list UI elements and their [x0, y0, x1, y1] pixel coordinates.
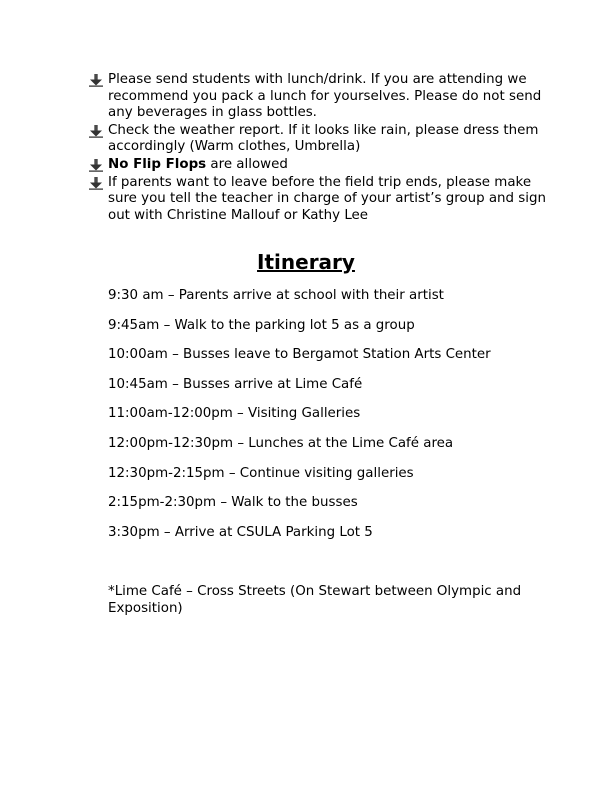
itinerary-item: 3:30pm – Arrive at CSULA Parking Lot 5 [108, 524, 373, 540]
bullet-text: Check the weather report. If it looks like rain, please dress them accordingly (Warm clothes, Umbrella) [108, 122, 539, 155]
lime-cafe-footnote: *Lime Café – Cross Streets (On Stewart between Olympic and Exposition) [108, 584, 522, 616]
bullet-item [88, 157, 548, 174]
itinerary-item: 11:00am-12:00pm – Visiting Galleries [108, 406, 361, 422]
bullet-text: Please send students with lunch/drink. If you are attending we recommend you pack a lunch for yourselves. Please do not send any beverages in glass bottles. [108, 72, 542, 121]
itinerary-title: Itinerary [257, 250, 355, 274]
notes-bullet-list [88, 72, 548, 225]
down-arrow-bullet-icon [88, 159, 104, 172]
itinerary-item: 10:45am – Busses arrive at Lime Café [108, 376, 363, 392]
itinerary-item: 10:00am – Busses leave to Bergamot Station Arts Center [108, 347, 491, 363]
itinerary-item: 9:30 am – Parents arrive at school with their artist [108, 288, 444, 303]
bullet-bold: No Flip Flops [108, 156, 207, 172]
itinerary-list [108, 287, 568, 553]
bullet-item [88, 72, 548, 122]
itinerary-item: 12:30pm-2:15pm – Continue visiting galleries [108, 465, 414, 481]
bullet-text: are allowed [206, 156, 288, 172]
bullet-text: If parents want to leave before the field trip ends, please make sure you tell the teacher in charge of your artist’s group and sign out with Christine Mallouf or Kathy Lee [108, 174, 546, 223]
down-arrow-bullet-icon [88, 177, 104, 190]
itinerary-item: 9:45am – Walk to the parking lot 5 as a group [108, 317, 415, 333]
down-arrow-bullet-icon [88, 125, 104, 138]
bullet-item [88, 123, 548, 156]
down-arrow-bullet-icon [88, 74, 104, 87]
bullet-item [88, 175, 548, 225]
itinerary-item: 12:00pm-12:30pm – Lunches at the Lime Café area [108, 435, 454, 451]
itinerary-item: 2:15pm-2:30pm – Walk to the busses [108, 495, 358, 511]
